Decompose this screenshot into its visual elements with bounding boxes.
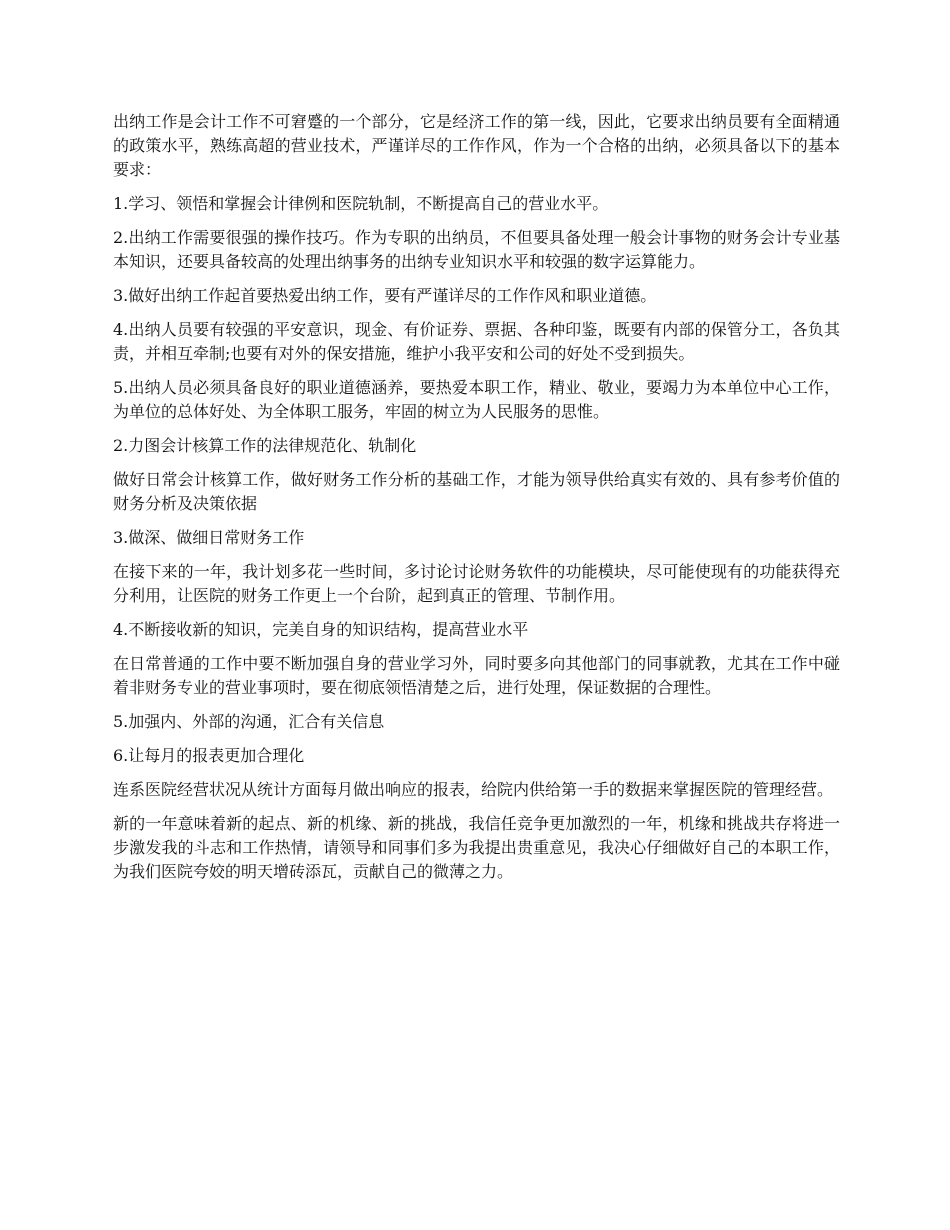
closing-paragraph: 新的一年意味着新的起点、新的机缘、新的挑战，我信任竞争更加激烈的一年，机缘和挑战共存将进一步激发我的斗志和工作热情，请领导和同事们多为我提出贵重意见，我决心仔细做好自己的本职工作，为我们医院夸姣的明天增砖添瓦，贡献自己的微薄之力。	[113, 814, 840, 881]
section-4-body: 在日常普通的工作中要不断加强自身的营业学习外，同时要多向其他部门的同事就教，尤其在工作中碰着非财务专业的营业事项时，要在彻底领悟清楚之后，进行处理，保证数据的合理性。	[113, 654, 840, 697]
section-heading-2: 2.力图会计核算工作的法律规范化、轨制化	[113, 436, 417, 455]
section-heading-5: 5.加强内、外部的沟通，汇合有关信息	[113, 712, 385, 731]
section-2-body: 做好日常会计核算工作，做好财务工作分析的基础工作，才能为领导供给真实有效的、具有参考价值的财务分析及决策依据	[113, 470, 840, 513]
requirement-4-paragraph: 4.出纳人员要有较强的平安意识，现金、有价证券、票据、各种印鉴，既要有内部的保管分工，各负其责，并相互牵制;也要有对外的保安措施，维护小我平安和公司的好处不受到损失。	[113, 320, 840, 363]
section-heading-3: 3.做深、做细日常财务工作	[113, 528, 305, 547]
requirement-1-paragraph: 1.学习、领悟和掌握会计律例和医院轨制，不断提高自己的营业水平。	[113, 194, 609, 213]
document-body	[113, 110, 840, 894]
section-6-body: 连系医院经营状况从统计方面每月做出响应的报表，给院内供给第一手的数据来掌握医院的管理经营。	[113, 780, 834, 799]
requirement-2-paragraph: 2.出纳工作需要很强的操作技巧。作为专职的出纳员，不但要具备处理一般会计事物的财务会计专业基本知识，还要具备较高的处理出纳事务的出纳专业知识水平和较强的数字运算能力。	[113, 228, 840, 271]
section-heading-4: 4.不断接收新的知识，完美自身的知识结构，提高营业水平	[113, 620, 529, 639]
section-3-body: 在接下来的一年，我计划多花一些时间，多讨论讨论财务软件的功能模块，尽可能使现有的功能获得充分利用，让医院的财务工作更上一个台阶，起到真正的管理、节制作用。	[113, 562, 840, 605]
requirement-3-paragraph: 3.做好出纳工作起首要热爱出纳工作，要有严谨详尽的工作作风和职业道德。	[113, 286, 657, 305]
section-heading-6: 6.让每月的报表更加合理化	[113, 746, 305, 765]
requirement-5-paragraph: 5.出纳人员必须具备良好的职业道德涵养，要热爱本职工作，精业、敬业，要竭力为本单位中心工作，为单位的总体好处、为全体职工服务，牢固的树立为人民服务的思惟。	[113, 378, 840, 421]
intro-paragraph: 出纳工作是会计工作不可窘蹙的一个部分，它是经济工作的第一线，因此，它要求出纳员要有全面精通的政策水平，熟练高超的营业技术，严谨详尽的工作作风，作为一个合格的出纳，必须具备以下的基本要求：	[113, 112, 840, 179]
